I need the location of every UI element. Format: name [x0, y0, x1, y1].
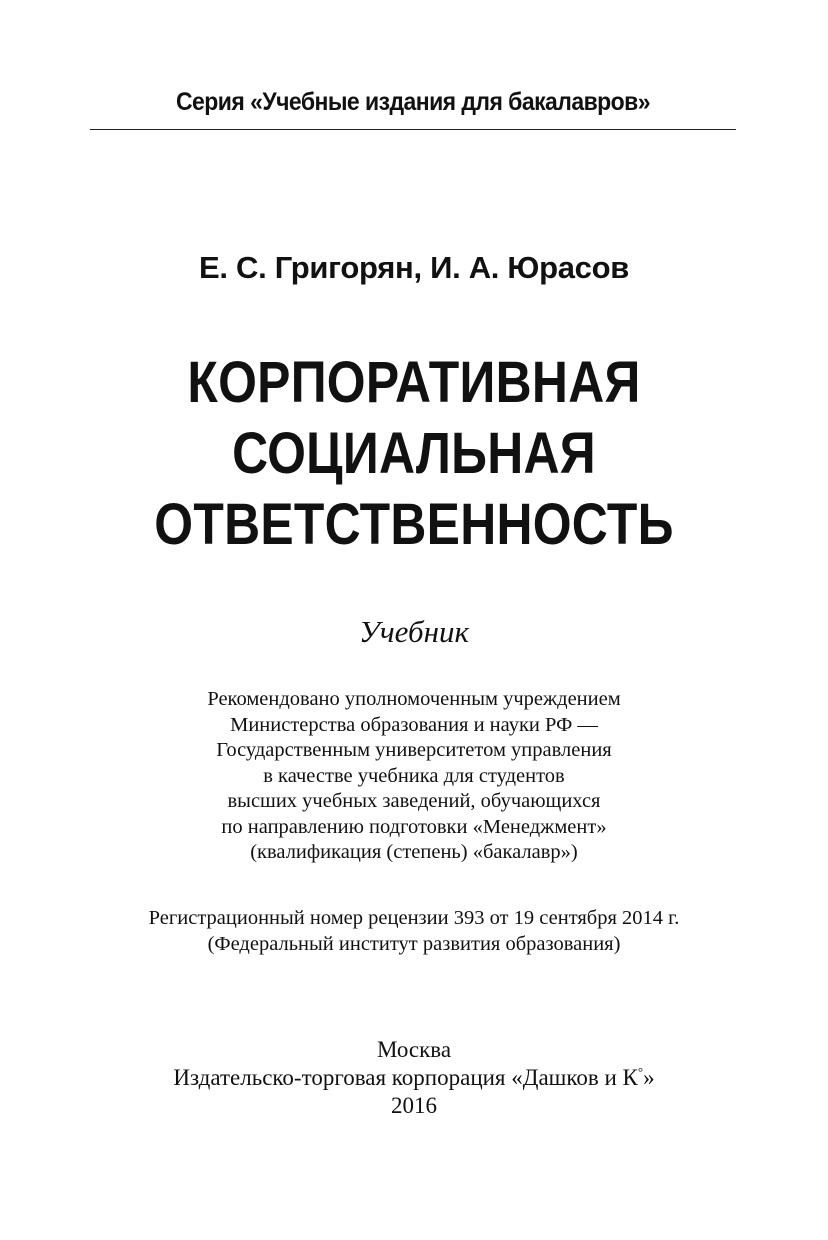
- publisher-closing-quote: »: [643, 1065, 655, 1090]
- recommendation-line: Государственным университетом управления: [216, 739, 612, 761]
- header-divider: [90, 129, 736, 130]
- imprint-city: Москва: [376, 1037, 452, 1062]
- registration-line: (Федеральный институт развития образования): [207, 932, 621, 955]
- publisher-degree-mark: °: [637, 1064, 644, 1079]
- imprint-publisher: [0, 1064, 828, 1092]
- recommendation-note: [0, 687, 828, 866]
- book-title-line: СОЦИАЛЬНАЯ: [232, 421, 596, 486]
- recommendation-line: (квалификация (степень) «бакалавр»): [250, 841, 578, 863]
- publisher-name: Издательско-торговая корпорация «Дашков и К: [173, 1065, 638, 1090]
- book-title: [0, 347, 828, 560]
- recommendation-line: высших учебных заведений, обучающихся: [227, 790, 601, 812]
- imprint: [0, 1036, 828, 1120]
- registration-note: [0, 906, 828, 957]
- book-title-line: КОРПОРАТИВНАЯ: [187, 350, 641, 415]
- book-title-line: ОТВЕТСТВЕННОСТЬ: [154, 492, 674, 557]
- authors: Е. С. Григорян, И. А. Юрасов: [198, 250, 629, 285]
- imprint-year: 2016: [391, 1093, 437, 1118]
- series-heading: Серия «Учебные издания для бакалавров»: [175, 88, 650, 116]
- book-type: Учебник: [359, 614, 469, 649]
- recommendation-line: Министерства образования и науки РФ —: [230, 713, 598, 736]
- recommendation-line: в качестве учебника для студентов: [263, 764, 565, 787]
- recommendation-line: по направлению подготовки «Менеджмент»: [221, 815, 607, 838]
- registration-line: Регистрационный номер рецензии 393 от 19 сентября 2014 г.: [148, 907, 680, 929]
- recommendation-line: Рекомендовано уполномоченным учреждением: [207, 688, 621, 710]
